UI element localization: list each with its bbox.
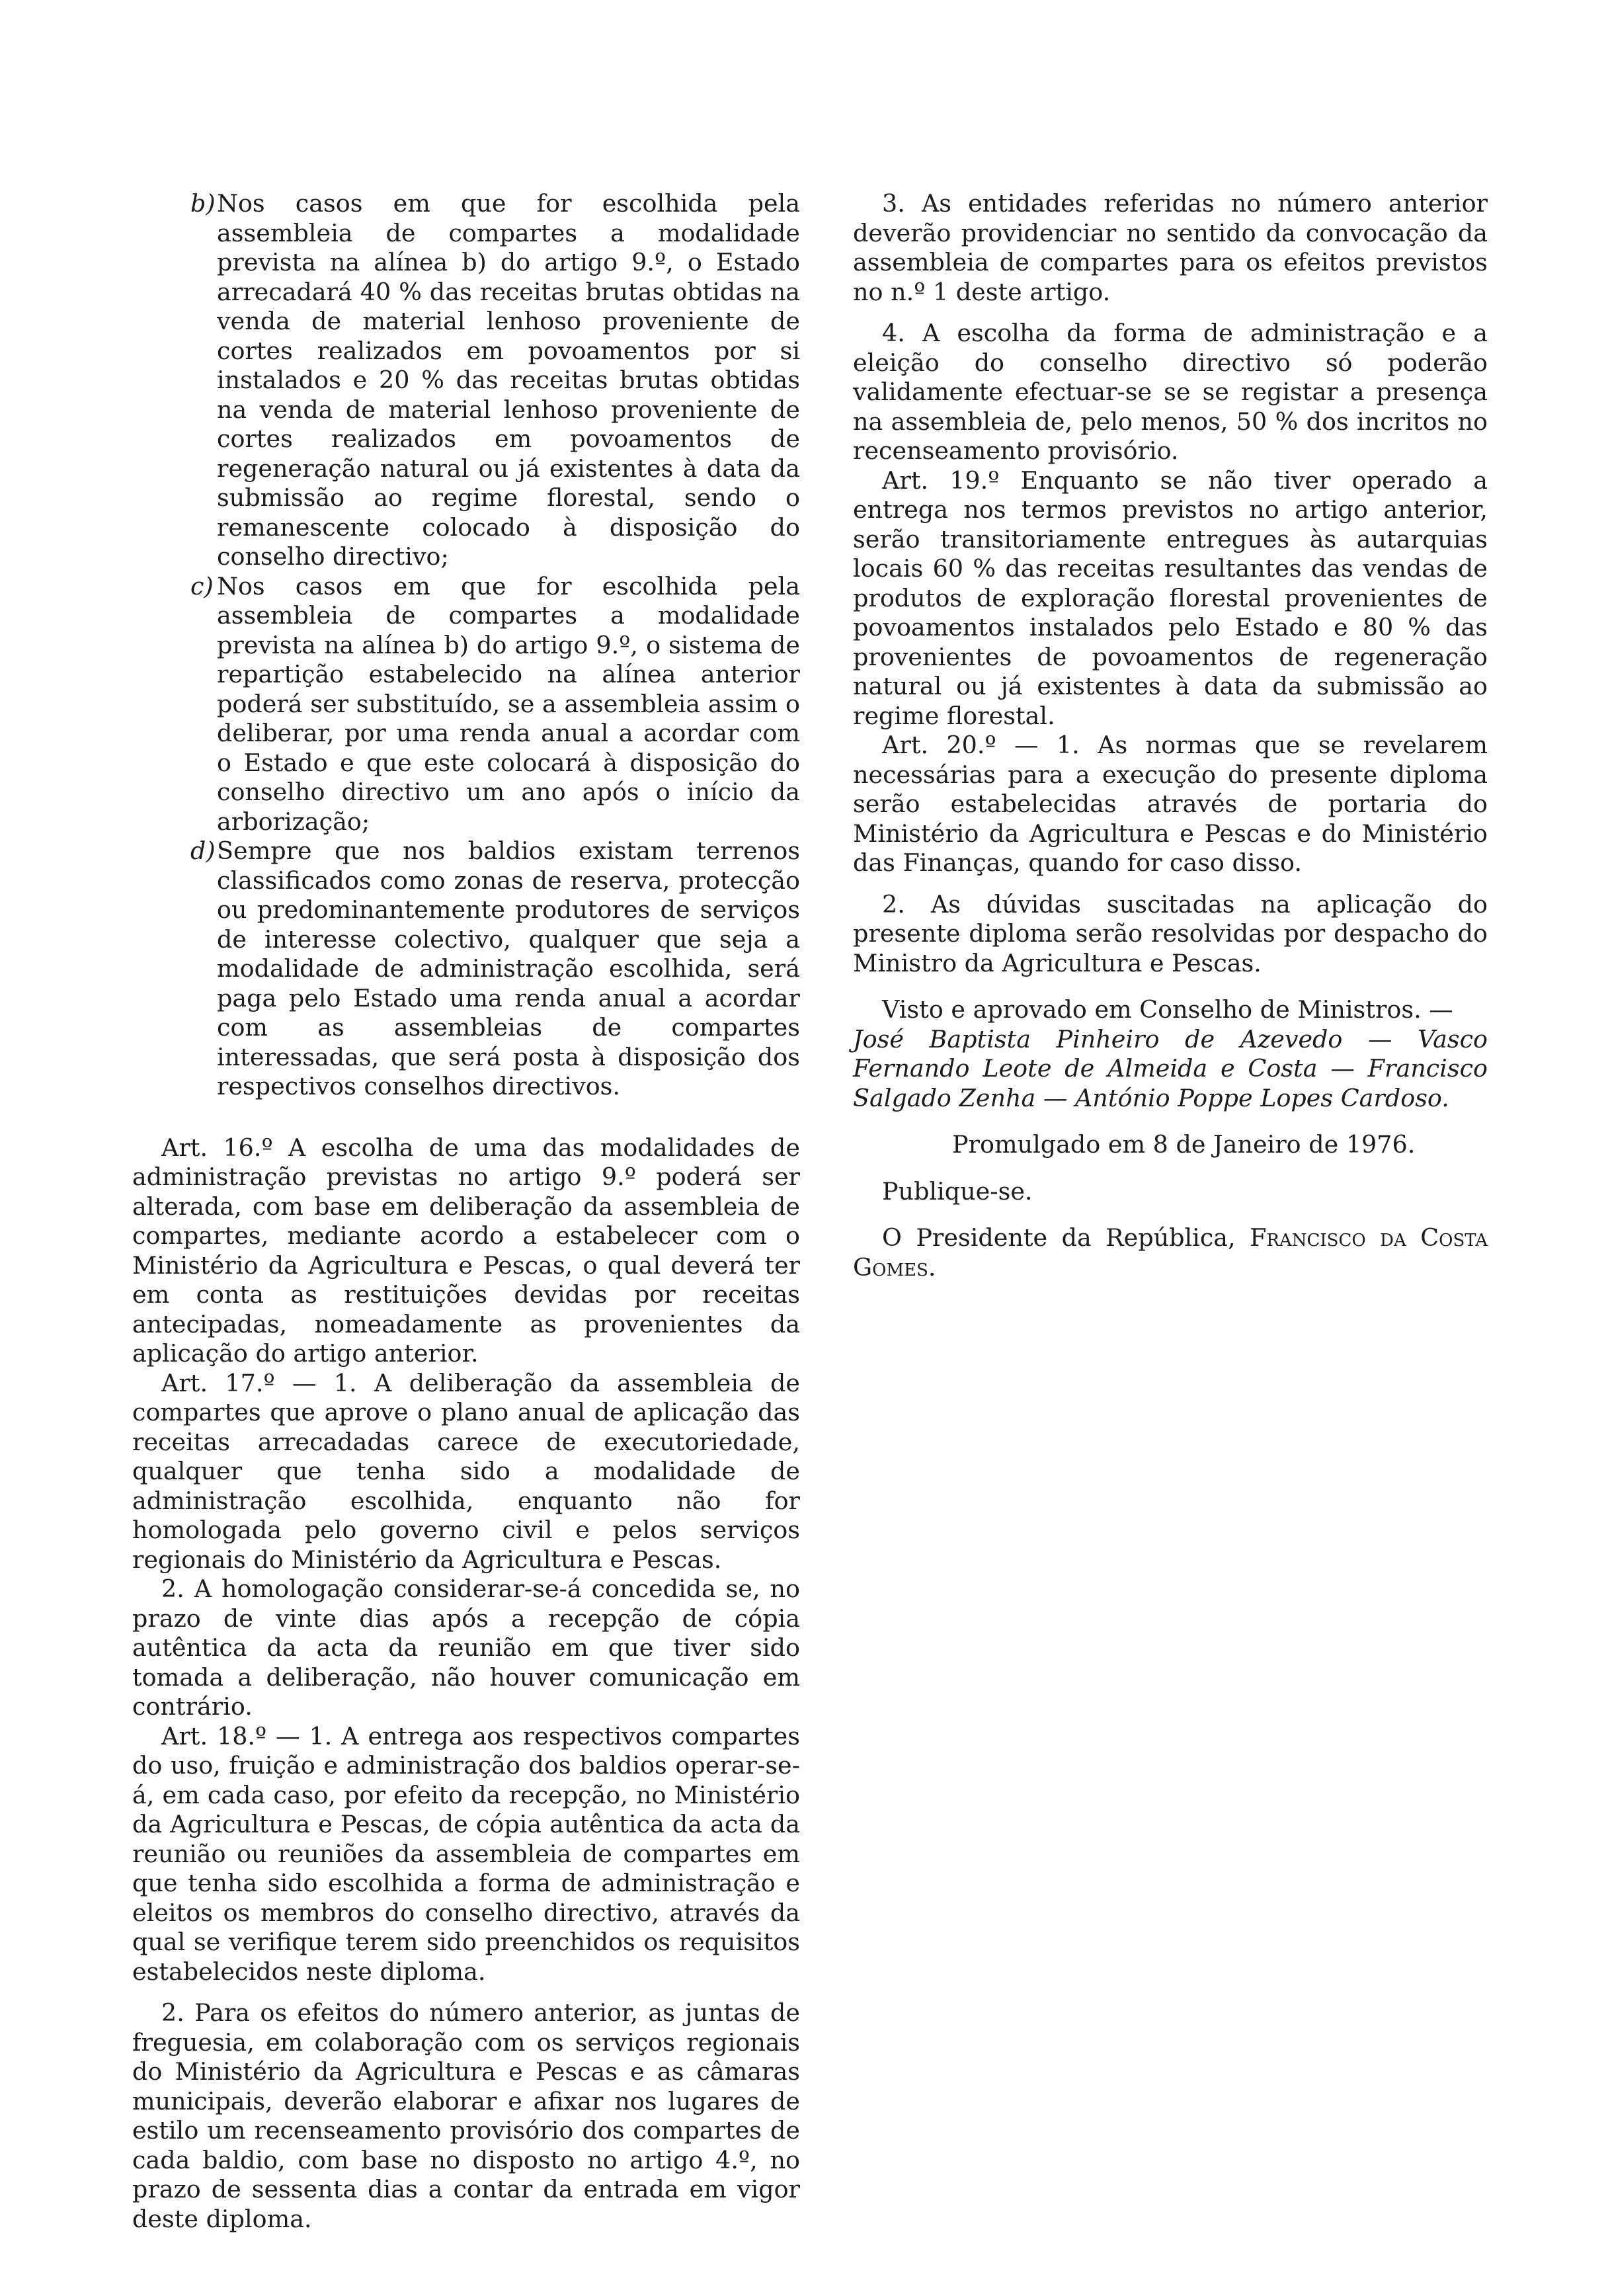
signatories: José Baptista Pinheiro de Azevedo — Vasco Fernando Leote de Almeida e Costa — Francisco Salgado Zenha — António Poppe Lopes Cardoso. <box>853 1024 1488 1112</box>
list-item-text: Sempre que nos baldios existam terrenos classificados como zonas de reserva, protecção ou predominantemente produtores de serviços de interesse colectivo, qualquer que seja a modalidade de administração escolhida, será paga pelo Estado uma renda anual a acordar com as assembleias de compartes interessadas, que será posta à disposição dos respectivos conselhos directivos. <box>217 837 800 1100</box>
promulgation-date: Promulgado em 8 de Janeiro de 1976. <box>952 1130 1416 1159</box>
left-column <box>132 189 800 2234</box>
list-item-label: b) <box>190 189 216 218</box>
list-item-label: d) <box>190 837 216 865</box>
article-18-2-paragraph: 2. Para os efeitos do número anterior, as juntas de freguesia, em colaboração com os serviços regionais do Ministério da Agricultura e Pescas e as câmaras municipais, deverão elaborar e afixar nos lugares de estilo um recenseamento provisório dos compartes de cada baldio, com base no disposto no artigo 4.º, no prazo de sessenta dias a contar da entrada em vigor deste diploma. <box>132 1998 800 2233</box>
article-20-2-paragraph: 2. As dúvidas suscitadas na aplicação do presente diploma serão resolvidas por despacho do Ministro da Agricultura e Pescas. <box>853 889 1488 977</box>
president-prefix: O Presidente da República, <box>882 1223 1250 1252</box>
article-17-paragraph: Art. 17.º — 1. A deliberação da assembleia de compartes que aprove o plano anual de aplicação das receitas arrecadadas carece de executoriedade, qualquer que tenha sido a modalidade de administração escolhida, enquanto não for homologada pelo governo civil e pelos serviços regionais do Ministério da Agricultura e Pescas. <box>132 1368 800 1574</box>
list-item <box>132 572 800 837</box>
article-20-paragraph: Art. 20.º — 1. As normas que se revelarem necessárias para a execução do presente diploma serão estabelecidas através de portaria do Ministério da Agricultura e Pescas e do Ministério das Finanças, quando for caso disso. <box>853 731 1488 877</box>
article-18-3-paragraph: 3. As entidades referidas no número anterior deverão providenciar no sentido da convocação da assembleia de compartes para os efeitos previstos no n.º 1 deste artigo. <box>853 189 1488 306</box>
list-item <box>132 189 800 572</box>
list-item-label: c) <box>190 571 214 600</box>
article-15-list <box>132 189 800 1102</box>
article-16-paragraph: Art. 16.º A escolha de uma das modalidades de administração previstas no artigo 9.º poderá ser alterada, com base em deliberação da assembleia de compartes, mediante acordo a estabelecer com o Ministério da Agricultura e Pescas, o qual deverá ter em conta as restituições devidas por receitas antecipadas, nomeadamente as provenientes da aplicação do artigo anterior. <box>132 1133 800 1368</box>
article-17-2-paragraph: 2. A homologação considerar-se-á concedida se, no prazo de vinte dias após a recepção de cópia autêntica da acta da reunião em que tiver sido tomada a deliberação, não houver comunicação em contrário. <box>132 1575 800 1721</box>
president-name: Francisco da Costa Gomes. <box>853 1223 1488 1282</box>
list-item <box>132 837 800 1102</box>
president-line <box>853 1223 1488 1282</box>
article-18-paragraph: Art. 18.º — 1. A entrega aos respectivos compartes do uso, fruição e administração dos baldios operar-se-á, em cada caso, por efeito da recepção, no Ministério da Agricultura e Pescas, de cópia autêntica da acta da reunião ou reuniões da assembleia de compartes em que tenha sido escolhida a forma de administração e eleitos os membros do conselho directivo, através da qual se verifique terem sido preenchidos os requisitos estabelecidos neste diploma. <box>132 1721 800 1986</box>
article-18-4-paragraph: 4. A escolha da forma de administração e a eleição do conselho directivo só poderão validamente efectuar-se se se registar a presença na assembleia de, pelo menos, 50 % dos incritos no recenseamento provisório. <box>853 319 1488 465</box>
list-item-text: Nos casos em que for escolhida pela assembleia de compartes a modalidade prevista na alínea b) do artigo 9.º, o Estado arrecadará 40 % das receitas brutas obtidas na venda de material lenhoso proveniente de cortes realizados em povoamentos por si instalados e 20 % das receitas brutas obtidas na venda de material lenhoso proveniente de cortes realizados em povoamentos de regeneração natural ou já existentes à data da submissão ao regime florestal, sendo o remanescente colocado à disposição do conselho directivo; <box>217 189 800 571</box>
article-19-paragraph: Art. 19.º Enquanto se não tiver operado a entrega nos termos previstos no artigo anterior, serão transitoriamente entregues às autarquias locais 60 % das receitas resultantes das vendas de produtos de exploração florestal provenientes de povoamentos instalados pelo Estado e 80 % das provenientes de povoamentos de regeneração natural ou já existentes à data da submissão ao regime florestal. <box>853 466 1488 730</box>
list-item-text: Nos casos em que for escolhida pela assembleia de compartes a modalidade prevista na alínea b) do artigo 9.º, o sistema de repartição estabelecido na alínea anterior poderá ser substituído, se a assembleia assim o deliberar, por uma renda anual a acordar com o Estado e que este colocará à disposição do conselho directivo um ano após o início da arborização; <box>217 571 800 836</box>
right-column <box>853 189 1488 1282</box>
publish-line: Publique-se. <box>882 1176 1033 1206</box>
approval-line: Visto e aprovado em Conselho de Ministros. — <box>882 995 1453 1024</box>
